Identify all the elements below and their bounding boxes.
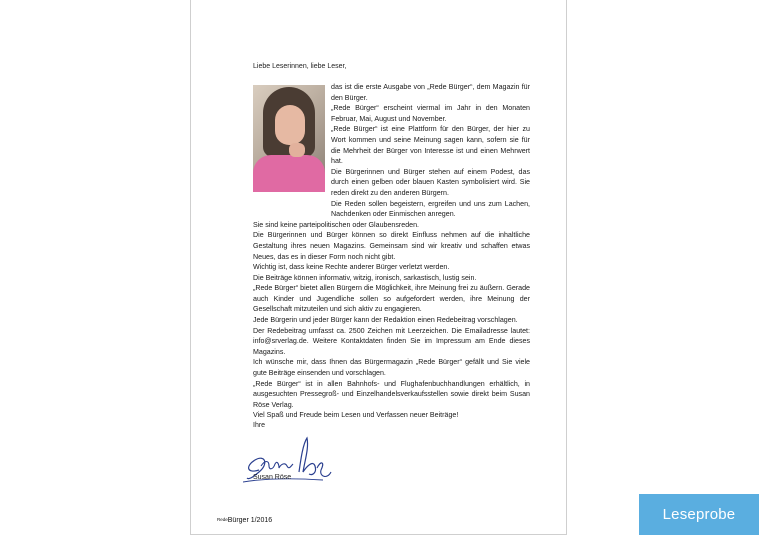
salutation: Liebe Leserinnen, liebe Leser, (253, 63, 347, 70)
paragraph: „Rede Bürger“ ist in allen Bahnhofs- und Flughafenbuchhandlungen erhältlich, in ausgesuchten Pressegroß- und Einzelhandelsverkaufsstellen sowie direkt beim Susan Röse Verlag. (253, 379, 530, 409)
footer-title: Bürger 1/2016 (227, 517, 273, 524)
footer-prefix: Rede (217, 517, 228, 522)
paragraph: Jede Bürgerin und jeder Bürger kann der Redaktion einen Redebeitrag vorschlagen. (253, 316, 518, 325)
paragraph: Die Beiträge können informativ, witzig, ironisch, sarkastisch, lustig sein. (253, 273, 477, 282)
paragraph: „Rede Bürger“ bietet allen Bürgern die Möglichkeit, ihre Meinung frei zu äußern. Gerade auch Kinder und Jugendliche sollen so aufgefordert werden, ihre Meinung der Gesellschaft mitzuteilen und sich aktiv zu engagieren. (253, 284, 530, 314)
badge-label: Leseprobe (662, 506, 736, 523)
paragraph: Viel Spaß und Freude beim Lesen und Verfassen neuer Beiträge! (253, 411, 459, 420)
paragraph: Der Redebeitrag umfasst ca. 2500 Zeichen mit Leerzeichen. Die Emailadresse lautet: info@srverlag.de. Weitere Kontaktdaten finden Sie im Impressum am Ende dieses Magazins. (253, 326, 530, 356)
paragraph: Die Bürgerinnen und Bürger können so direkt Einfluss nehmen auf die inhaltliche Gestaltung ihres neuen Magazins. Gemeinsam sind wir kreativ und schaffen etwas Neues, das es in dieser Form noch nicht gibt. (253, 231, 530, 261)
paragraph: Die Bürgerinnen und Bürger stehen auf einem Podest, das durch einen gelben oder blauen Kasten symbolisiert wird. Sie reden direkt zu den anderen Bürgern. (331, 167, 530, 197)
closing: Ihre (253, 422, 266, 429)
paragraph: das ist die erste Ausgabe von „Rede Bürger“, dem Magazin für den Bürger. (331, 83, 530, 102)
page-footer (217, 517, 272, 524)
paragraph: „Rede Bürger“ erscheint viermal im Jahr in den Monaten Februar, Mai, August und November. (331, 104, 530, 123)
paragraph: Ich wünsche mir, dass Ihnen das Bürgermagazin „Rede Bürger“ gefällt und Sie viele gute Beiträge einsenden und vorschlagen. (253, 358, 530, 378)
paragraph: Wichtig ist, dass keine Rechte anderer Bürger verletzt werden. (253, 263, 450, 272)
leseprobe-badge[interactable] (639, 494, 759, 535)
paragraph: „Rede Bürger“ ist eine Plattform für den Bürger, der hier zu Wort kommen und seine Meinung sagen kann, sofern sie für die Mehrheit der Bürger von Interesse ist und einen Mehrwert hat. (331, 125, 530, 166)
letter-body (253, 82, 530, 421)
letter-page (190, 0, 567, 535)
paragraph: Sie sind keine parteipolitischen oder Glaubensreden. (253, 220, 420, 229)
paragraph: Die Reden sollen begeistern, ergreifen und uns zum Lachen, Nachdenken oder Einmischen anregen. (331, 199, 530, 219)
signature-name: Susan Röse (253, 474, 292, 481)
